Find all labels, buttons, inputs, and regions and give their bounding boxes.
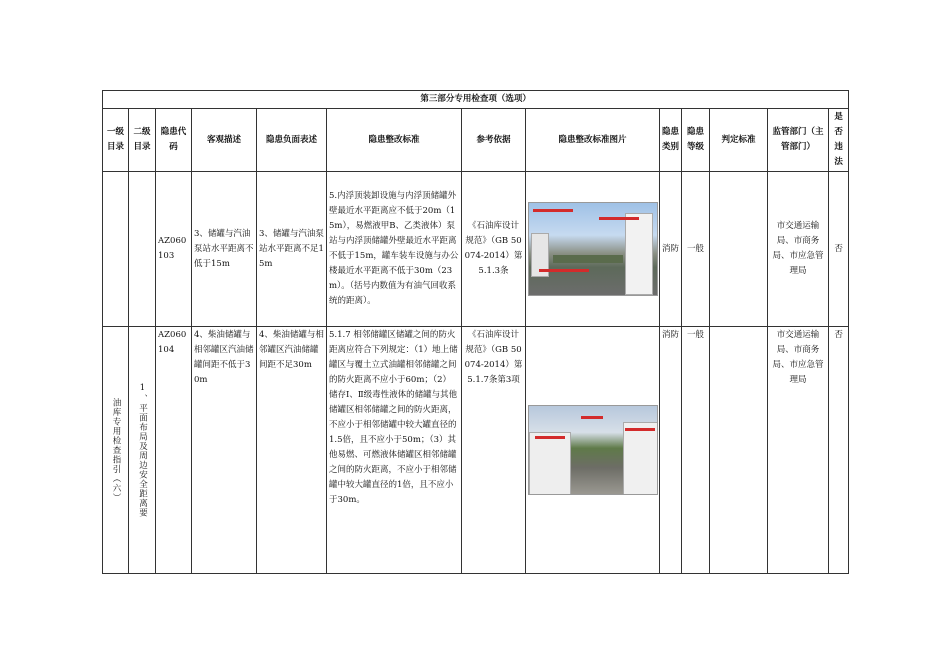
tank-farm-photo: [528, 202, 658, 296]
cell-desc: 4、柴油储罐与相邻罐区汽油储罐间距不低于30m: [192, 327, 257, 574]
cell-level1: [103, 327, 129, 574]
cell-illegal: 否: [829, 327, 849, 574]
header-desc: 客观描述: [192, 109, 257, 172]
cell-level2-empty: [129, 172, 156, 327]
header-level2: 二级目录: [129, 109, 156, 172]
cell-negative: 4、柴油储罐与相邻罐区汽油储罐间距不足30m: [257, 327, 327, 574]
cell-basis: 《石油库设计规范》（GB 50074-2014）第5.1.3条: [462, 172, 526, 327]
header-criteria: 判定标准: [710, 109, 768, 172]
header-basis: 参考依据: [462, 109, 526, 172]
cell-criteria: [710, 172, 768, 327]
cell-code: AZ060103: [156, 172, 192, 327]
cell-standard: 5.1.7 相邻储罐区储罐之间的防火距离应符合下列规定：（1）地上储罐区与覆土立式油罐相邻储罐之间的防火距离不应小于60m；（2）储存Ⅰ、Ⅱ级毒性液体的储罐与其他储罐区相邻储罐之间的防火距离，不应小于相邻储罐中较大罐直径的1.5倍，且不应小于50m；（3）其他易燃、可燃液体储罐区相邻储罐之间的防火距离，不应小于相邻储罐中较大罐直径的1倍，且不应小于30m。: [327, 327, 462, 574]
cell-dept: 市交通运输局、市商务局、市应急管理局: [768, 172, 829, 327]
cell-criteria: [710, 327, 768, 574]
tank-spacing-photo: [528, 405, 658, 495]
level1-label: 油库专用检查指引（六）: [111, 397, 121, 503]
header-level: 隐患等级: [682, 109, 710, 172]
header-dept: 监管部门（主管部门）: [768, 109, 829, 172]
header-illegal: 是否违法: [829, 109, 849, 172]
header-code: 隐患代码: [156, 109, 192, 172]
cell-code: AZ060104: [156, 327, 192, 574]
cell-basis: 《石油库设计规范》（GB 50074-2014）第5.1.7条第3项: [462, 327, 526, 574]
cell-desc: 3、储罐与汽油泵站水平距离不低于15m: [192, 172, 257, 327]
cell-dept: 市交通运输局、市商务局、市应急管理局: [768, 327, 829, 574]
cell-standard: 5.内浮顶装卸设施与内浮顶储罐外壁最近水平距离应不低于20m（15m），易燃液甲B、乙类液体）泵站与内浮顶储罐外壁最近水平距离不低于15m，罐车装车设施与办公楼最近水平距离不低于30m（23m）。（括号内数值为有油气回收系统的距离）。: [327, 172, 462, 327]
cell-image: [526, 327, 660, 574]
header-standard: 隐患整改标准: [327, 109, 462, 172]
cell-category: 消防: [660, 172, 682, 327]
table-row: [103, 172, 849, 327]
cell-illegal: 否: [829, 172, 849, 327]
cell-level2: [129, 327, 156, 574]
level2-label: 1、平面布局及周边安全距离要: [137, 382, 148, 518]
inspection-table: [102, 90, 849, 574]
header-level1: 一级目录: [103, 109, 129, 172]
cell-level: 一般: [682, 172, 710, 327]
cell-image: [526, 172, 660, 327]
cell-negative: 3、储罐与汽油泵站水平距离不足15m: [257, 172, 327, 327]
header-negative: 隐患负面表述: [257, 109, 327, 172]
header-category: 隐患类别: [660, 109, 682, 172]
cell-level: 一般: [682, 327, 710, 574]
cell-level1-empty: [103, 172, 129, 327]
table-title: 第三部分专用检查项（选项）: [103, 91, 849, 109]
cell-category: 消防: [660, 327, 682, 574]
header-image: 隐患整改标准图片: [526, 109, 660, 172]
table-row: [103, 327, 849, 574]
